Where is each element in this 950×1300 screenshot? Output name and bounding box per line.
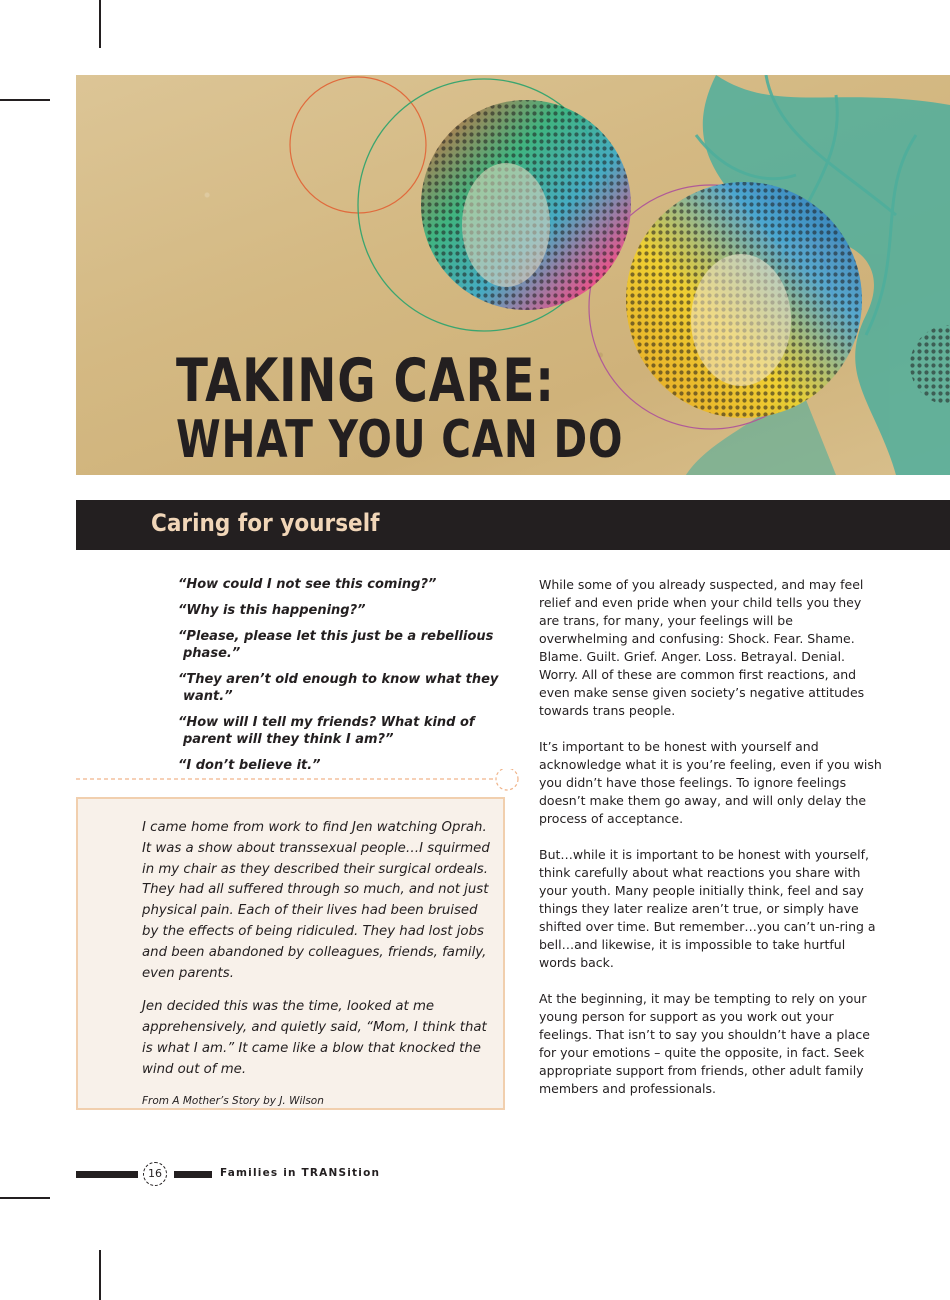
crop-mark [99, 1250, 101, 1300]
section-header-bar [76, 500, 950, 550]
page-footer [76, 1160, 396, 1190]
dashed-divider [76, 769, 521, 791]
body-text-column [539, 576, 884, 1116]
quote-item: “Please, please let this just be a rebellious phase.” [178, 629, 494, 661]
portrait-halftone [626, 182, 862, 418]
title-line-2: WHAT YOU CAN DO [176, 410, 624, 470]
story-paragraph: Jen decided this was the time, looked at me apprehensively, and quietly said, “Mom, I think that is what I am.” It came like a blow that knocked the wind out of me. [142, 999, 487, 1077]
page-number: 16 [143, 1162, 167, 1186]
section-heading: Caring for yourself [151, 509, 380, 537]
crop-mark [0, 1197, 50, 1199]
publication-name: Families in TRANSition [220, 1167, 381, 1179]
footer-rule [76, 1171, 138, 1178]
quote-item: “Why is this happening?” [178, 603, 366, 618]
quote-item: “I don’t believe it.” [178, 758, 321, 773]
quote-item: “They aren’t old enough to know what they want.” [178, 672, 499, 704]
body-paragraph: While some of you already suspected, and may feel relief and even pride when your child tells you they are trans, for many, your feelings will be overwhelming and confusing: Shock. Fear. Shame. Blame. Guilt. Grief. Anger. Loss. Betrayal. Denial. Worry. All of these are common first reactions, and even make sense given society’s negative attitudes towards trans people. [539, 577, 865, 718]
quote-list [178, 576, 518, 783]
story-credit: From A Mother’s Story by J. Wilson [142, 1094, 324, 1107]
body-paragraph: At the beginning, it may be tempting to rely on your young person for support as you work out your feelings. That isn’t to say you shouldn’t have a place for your emotions – quite the opposite, in fact. Seek appropriate support from friends, other adult family members and professionals. [539, 991, 870, 1096]
quote-item: “How will I tell my friends? What kind of parent will they think I am?” [178, 715, 475, 747]
quote-item: “How could I not see this coming?” [178, 577, 437, 592]
story-sidebar [76, 797, 505, 1110]
footer-rule [174, 1171, 212, 1178]
body-paragraph: But…while it is important to be honest with yourself, think carefully about what reactions you share with your youth. Many people initially think, feel and say things they later realize aren’t true, or simply have shifted over time. But remember…you can’t un-ring a bell…and likewise, it is impossible to take hurtful words back. [539, 847, 876, 970]
body-paragraph: It’s important to be honest with yourself and acknowledge what it is you’re feeling, even if you wish you didn’t have those feelings. To ignore feelings doesn’t make them go away, and will only delay the process of acceptance. [539, 739, 882, 826]
page-title [176, 346, 624, 470]
story-paragraph: I came home from work to find Jen watching Oprah. It was a show about transsexual people…I squirmed in my chair as they described their surgical ordeals. They had all suffered through so much, and not just physical pain. Each of their lives had been bruised by the effects of being ridiculed. They had lost jobs and been abandoned by colleagues, friends, family, even parents. [142, 820, 490, 981]
crop-mark [99, 0, 101, 48]
hero-banner [76, 75, 950, 475]
crop-mark [0, 99, 50, 101]
title-line-1: TAKING CARE: [176, 346, 555, 416]
portrait-halftone [421, 100, 631, 310]
